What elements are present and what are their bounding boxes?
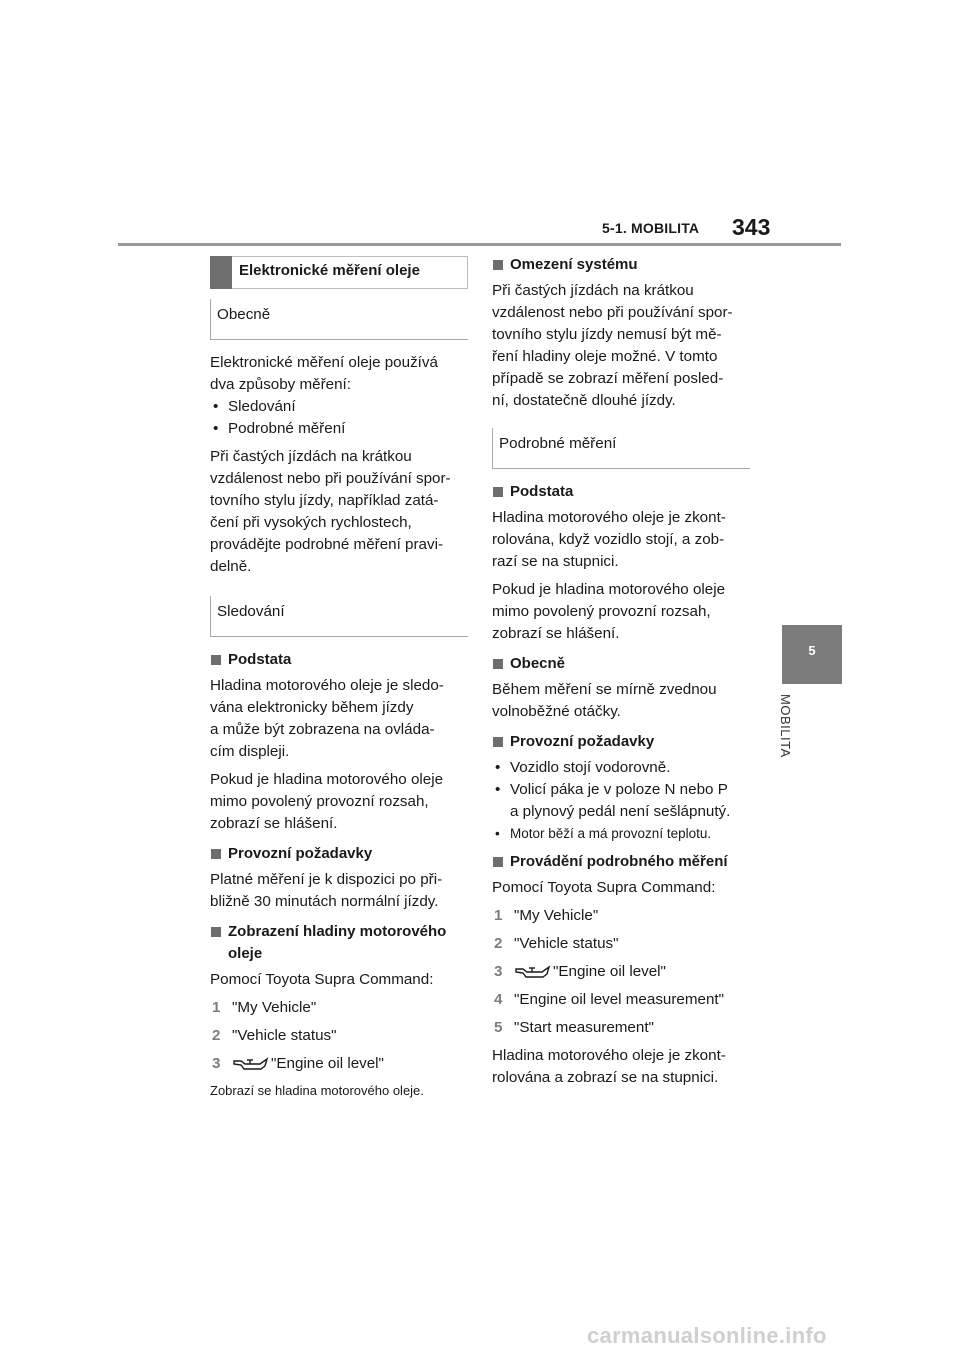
paragraph-line: cím displeji. (210, 743, 290, 760)
step-item: 1 "My Vehicle" (212, 999, 317, 1016)
paragraph-line: rolována, když vozidlo stojí, a zob- (492, 531, 725, 548)
heading-requirements: Provozní požadavky (492, 731, 750, 753)
square-bullet-icon (493, 737, 503, 747)
paragraph-line: bližně 30 minutách normální jízdy. (210, 893, 439, 910)
chapter-title: 5-1. MOBILITA (602, 220, 700, 236)
paragraph-line: Pokud je hladina motorového oleje (492, 581, 726, 598)
paragraph-line: mimo povolený provozní rozsah, (210, 793, 429, 810)
list-item: • Volicí páka je v poloze N nebo P a plynový pedál není sešlápnutý. (492, 779, 750, 823)
paragraph-line: provádějte podrobné měření pravi- (210, 536, 444, 553)
heading-principle: Podstata (492, 481, 750, 503)
list-item: • Sledování (210, 396, 468, 418)
paragraph-line: ní, dostatečně dlouhé jízdy. (492, 392, 676, 409)
paragraph-line: mimo povolený provozní rozsah, (492, 603, 711, 620)
step-item: 3 "Engine oil level" (212, 1055, 384, 1072)
paragraph-line: Pokud je hladina motorového oleje (210, 771, 444, 788)
oil-can-icon (232, 1057, 270, 1071)
heading-principle: Podstata (210, 649, 468, 671)
paragraph-line: Hladina motorového oleje je zkont- (492, 1047, 726, 1064)
paragraph-line: Při častých jízdách na krátkou (492, 282, 694, 299)
paragraph-line: Platné měření je k dispozici po při- (210, 871, 443, 888)
paragraph-line: zobrazí se hlášení. (210, 815, 338, 832)
paragraph-line: vána elektronicky během jízdy (210, 699, 414, 716)
list-item: • Podrobné měření (210, 418, 468, 440)
oil-can-icon (514, 965, 552, 979)
right-column (492, 254, 750, 1089)
heading-general: Obecně (492, 653, 750, 675)
intro-line: dva způsoby měření: (210, 376, 351, 393)
page-number: 343 (732, 214, 771, 240)
note-text: Zobrazí se hladina motorového oleje. (210, 1083, 424, 1098)
subsection-title-detailed: Podrobné měření (492, 428, 750, 469)
section-title-bar (210, 256, 232, 289)
square-bullet-icon (493, 659, 503, 669)
square-bullet-icon (493, 260, 503, 270)
chapter-tab-label: MOBILITA (778, 694, 793, 758)
step-item: 2 "Vehicle status" (494, 935, 619, 952)
paragraph-line: razí se na stupnici. (492, 553, 619, 570)
paragraph-line: vzdálenost nebo při používání spor- (210, 470, 451, 487)
subsection-title-general: Obecně (210, 299, 468, 340)
heading-oil-level-display: Zobrazení hladiny motorového oleje (210, 921, 468, 965)
intro-line: Elektronické měření oleje používá (210, 354, 438, 371)
heading-detailed-procedure: Provádění podrobného měření (492, 851, 750, 873)
list-item: • Vozidlo stojí vodorovně. (492, 757, 750, 779)
command-intro: Pomocí Toyota Supra Command: (492, 879, 716, 896)
paragraph-line: Během měření se mírně zvednou (492, 681, 717, 698)
list-item: • Motor běží a má provozní teplotu. (492, 823, 750, 845)
step-item: 2 "Vehicle status" (212, 1027, 337, 1044)
square-bullet-icon (211, 655, 221, 665)
paragraph-line: rolována a zobrazí se na stupnici. (492, 1069, 719, 1086)
header-rule (118, 243, 841, 246)
paragraph-line: ření hladiny oleje možné. V tomto (492, 348, 718, 365)
paragraph-line: a může být zobrazena na ovláda- (210, 721, 435, 738)
paragraph-line: delně. (210, 558, 252, 575)
step-item: 4 "Engine oil level measurement" (494, 991, 725, 1008)
square-bullet-icon (493, 487, 503, 497)
heading-system-limits: Omezení systému (492, 254, 750, 276)
square-bullet-icon (211, 849, 221, 859)
paragraph-line: Hladina motorového oleje je zkont- (492, 509, 726, 526)
chapter-tab: 5 (782, 625, 842, 684)
paragraph-line: případě se zobrazí měření posled- (492, 370, 724, 387)
paragraph-line: Hladina motorového oleje je sledo- (210, 677, 444, 694)
step-item: 3 "Engine oil level" (494, 963, 666, 980)
section-title-box (210, 256, 468, 289)
page-header (0, 0, 960, 250)
paragraph-line: vzdálenost nebo při používání spor- (492, 304, 733, 321)
square-bullet-icon (493, 857, 503, 867)
command-intro: Pomocí Toyota Supra Command: (210, 971, 434, 988)
left-column (210, 256, 468, 1101)
section-title: Elektronické měření oleje (239, 262, 420, 279)
step-item: 5 "Start measurement" (494, 1019, 654, 1036)
paragraph-line: tovního stylu jízdy nemusí být mě- (492, 326, 722, 343)
paragraph-line: volnoběžné otáčky. (492, 703, 621, 720)
subsection-title-monitoring: Sledování (210, 596, 468, 637)
paragraph-line: Při častých jízdách na krátkou (210, 448, 412, 465)
paragraph-line: zobrazí se hlášení. (492, 625, 620, 642)
paragraph-line: tovního stylu jízdy, například zatá- (210, 492, 439, 509)
paragraph-line: čení při vysokých rychlostech, (210, 514, 412, 531)
watermark: carmanualsonline.info (587, 1323, 827, 1348)
step-item: 1 "My Vehicle" (494, 907, 599, 924)
square-bullet-icon (211, 927, 221, 937)
heading-requirements: Provozní požadavky (210, 843, 468, 865)
